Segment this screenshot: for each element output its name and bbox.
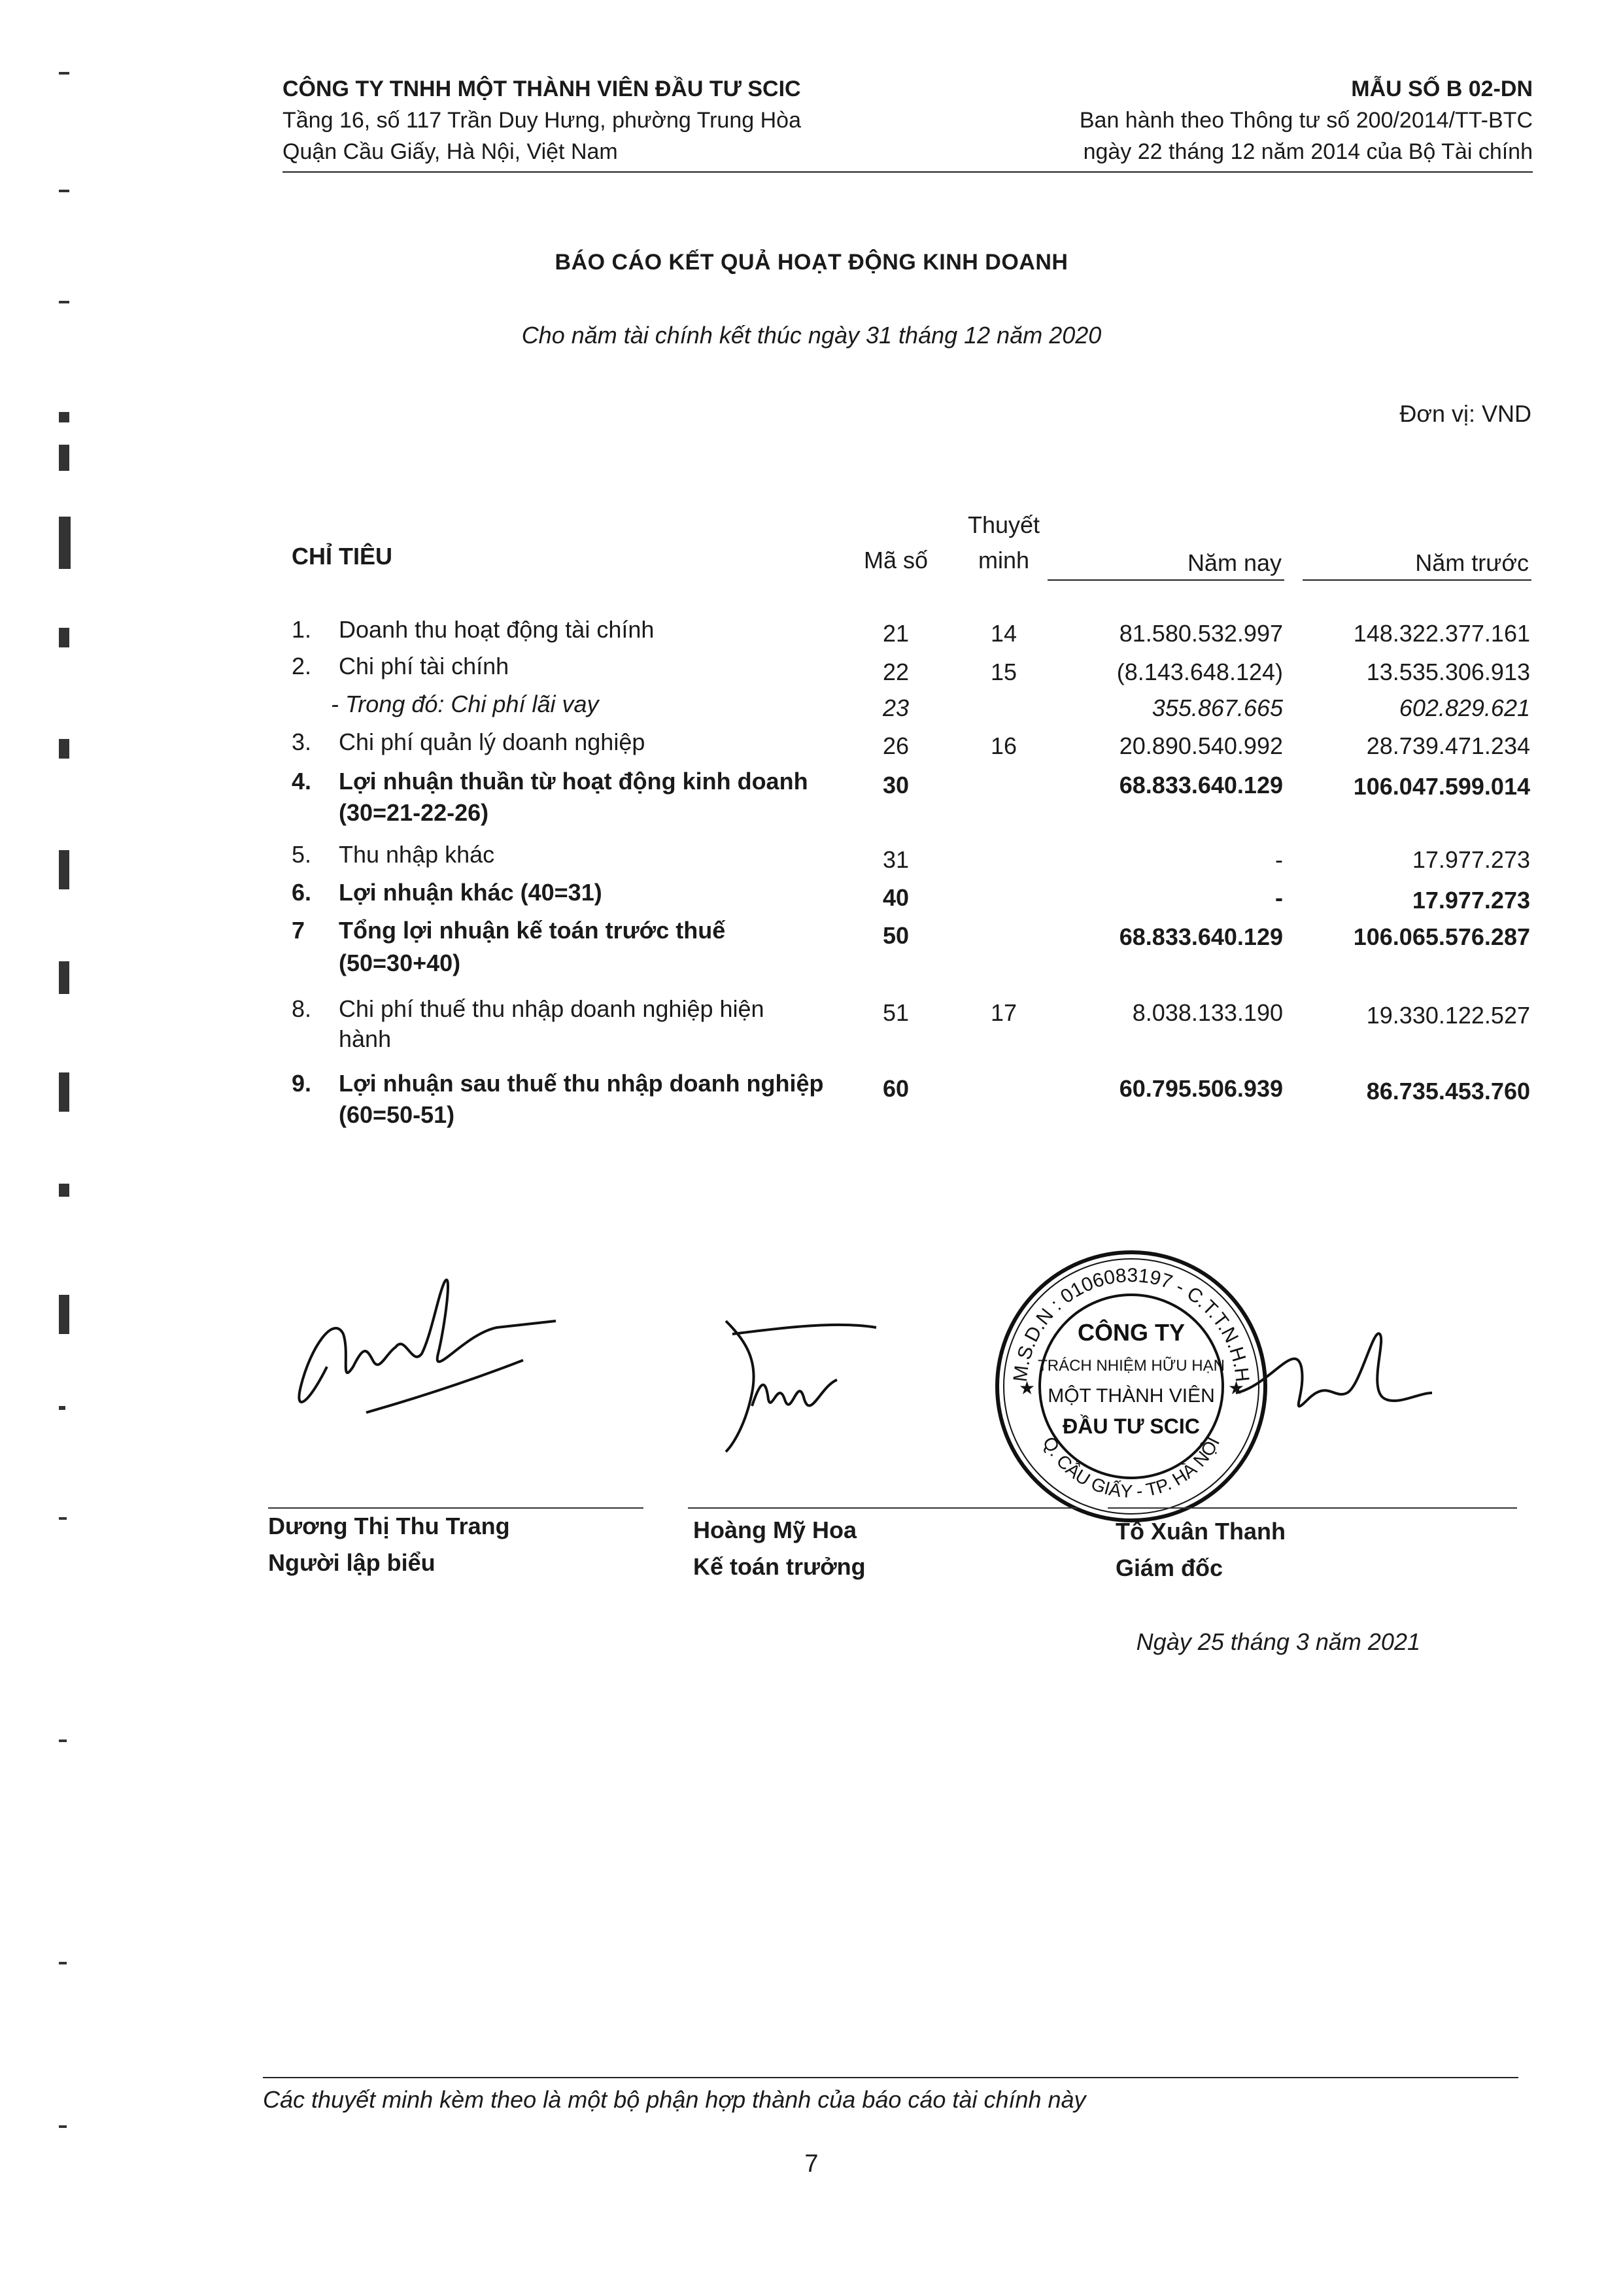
form-note-line1: Ban hành theo Thông tư số 200/2014/TT-BTC xyxy=(1079,108,1533,133)
row-current: (8.143.648.124) xyxy=(1116,659,1283,685)
preparer-name: Dương Thị Thu Trang xyxy=(268,1513,510,1539)
header-note-line1: Thuyết xyxy=(967,511,1040,538)
seal-top-text: M.S.D.N : 0106083197 - C.T.T.N.H.H xyxy=(1009,1264,1254,1383)
row-code: 31 xyxy=(882,846,910,873)
row-previous: 106.047.599.014 xyxy=(1353,773,1530,800)
row-current: - xyxy=(1275,884,1283,911)
currency-unit: Đơn vị: VND xyxy=(1399,400,1531,427)
row-current: 81.580.532.997 xyxy=(1119,620,1283,647)
row-previous: 17.977.273 xyxy=(1412,887,1530,914)
header-current-year: Năm nay xyxy=(1187,549,1282,576)
seal-line4: ĐẦU TƯ SCIC xyxy=(1063,1414,1200,1438)
row-label: Lợi nhuận sau thuế thu nhập doanh nghiệp xyxy=(339,1070,824,1097)
row-number: 5. xyxy=(292,841,312,868)
company-seal xyxy=(987,1242,1275,1530)
signing-date: Ngày 25 tháng 3 năm 2021 xyxy=(1136,1628,1420,1655)
row-note: 17 xyxy=(990,999,1017,1026)
row-code: 22 xyxy=(882,659,910,685)
row-current: 355.867.665 xyxy=(1152,694,1283,721)
row-number: 7 xyxy=(292,917,305,944)
form-note-line2: ngày 22 tháng 12 năm 2014 của Bộ Tài chính xyxy=(1083,139,1533,164)
chief-accountant-name: Hoàng Mỹ Hoa xyxy=(693,1516,857,1543)
header-note-line2: minh xyxy=(978,547,1030,574)
company-address-line1: Tầng 16, số 117 Trần Duy Hưng, phường Trung Hòa xyxy=(282,108,801,133)
row-label: Lợi nhuận khác (40=31) xyxy=(339,879,602,906)
row-label: Chi phí tài chính xyxy=(339,653,509,679)
seal-line2: TRÁCH NHIỆM HỮU HẠN xyxy=(1038,1357,1225,1375)
row-number: 6. xyxy=(292,879,312,906)
seal-line3: MỘT THÀNH VIÊN xyxy=(1048,1385,1215,1407)
row-code: 60 xyxy=(882,1075,910,1102)
header-underline-previous xyxy=(1303,579,1531,581)
page-number: 7 xyxy=(804,2150,819,2178)
row-code: 51 xyxy=(882,999,910,1026)
header-underline-current xyxy=(1048,579,1284,581)
signature-line-chief-accountant xyxy=(688,1507,1078,1509)
row-code: 40 xyxy=(882,884,910,911)
row-number: 2. xyxy=(292,653,312,679)
header-rule xyxy=(282,171,1533,173)
row-label-line2: (50=30+40) xyxy=(339,950,461,976)
signature-chief-accountant xyxy=(706,1301,902,1458)
footer-note: Các thuyết minh kèm theo là một bộ phận hợp thành của báo cáo tài chính này xyxy=(263,2086,1086,2113)
header-previous-year: Năm trước xyxy=(1415,549,1529,576)
row-code: 21 xyxy=(882,620,910,647)
report-title: BÁO CÁO KẾT QUẢ HOẠT ĐỘNG KINH DOANH xyxy=(555,250,1068,275)
row-label: Chi phí quản lý doanh nghiệp xyxy=(339,728,645,755)
row-previous: 13.535.306.913 xyxy=(1366,659,1530,685)
row-current: - xyxy=(1275,846,1283,873)
row-label: Doanh thu hoạt động tài chính xyxy=(339,616,655,643)
company-address-line2: Quận Cầu Giấy, Hà Nội, Việt Nam xyxy=(282,139,618,164)
row-number: 9. xyxy=(292,1070,312,1097)
row-current: 60.795.506.939 xyxy=(1119,1075,1283,1102)
row-label: Thu nhập khác xyxy=(339,841,495,868)
chief-accountant-role: Kế toán trưởng xyxy=(693,1553,866,1580)
form-code: MẪU SỐ B 02-DN xyxy=(1351,77,1533,101)
seal-bottom-text: Q. CẦU GIẤY - TP. HÀ NỘI xyxy=(1038,1433,1224,1502)
signature-line-director xyxy=(1108,1507,1517,1509)
header-code: Mã số xyxy=(863,547,929,574)
row-current: 20.890.540.992 xyxy=(1119,732,1283,759)
row-note: 15 xyxy=(990,659,1017,685)
row-number: 4. xyxy=(292,768,312,795)
row-label-line2: (60=50-51) xyxy=(339,1101,455,1128)
signature-preparer xyxy=(281,1256,582,1452)
row-current: 8.038.133.190 xyxy=(1132,999,1283,1026)
row-previous: 86.735.453.760 xyxy=(1366,1078,1530,1105)
row-code: 30 xyxy=(882,772,910,798)
footer-rule xyxy=(263,2077,1518,2078)
row-label: Tổng lợi nhuận kế toán trước thuế xyxy=(339,917,726,944)
director-role: Giám đốc xyxy=(1116,1554,1223,1581)
row-label-line2: hành xyxy=(339,1025,392,1052)
row-code: 23 xyxy=(882,694,910,721)
preparer-role: Người lập biểu xyxy=(268,1549,436,1576)
report-period: Cho năm tài chính kết thúc ngày 31 tháng 12 năm 2020 xyxy=(521,322,1102,349)
row-previous: 148.322.377.161 xyxy=(1353,620,1530,647)
seal-star-left: ★ xyxy=(1019,1378,1036,1398)
seal-star-right: ★ xyxy=(1228,1378,1245,1398)
row-current: 68.833.640.129 xyxy=(1119,923,1283,950)
row-previous: 19.330.122.527 xyxy=(1366,1002,1530,1029)
row-previous: 106.065.576.287 xyxy=(1353,923,1530,950)
row-previous: 602.829.621 xyxy=(1399,694,1530,721)
company-name: CÔNG TY TNHH MỘT THÀNH VIÊN ĐẦU TƯ SCIC xyxy=(282,77,801,101)
header-item: CHỈ TIÊU xyxy=(292,543,393,570)
row-label: Chi phí thuế thu nhập doanh nghiệp hiện xyxy=(339,995,764,1022)
row-previous: 17.977.273 xyxy=(1412,846,1530,873)
row-number: 8. xyxy=(292,995,312,1022)
seal-line1: CÔNG TY xyxy=(1077,1319,1186,1346)
row-number: 3. xyxy=(292,728,312,755)
row-current: 68.833.640.129 xyxy=(1119,772,1283,798)
row-label: Lợi nhuận thuần từ hoạt động kinh doanh xyxy=(339,768,808,795)
row-note: 14 xyxy=(990,620,1017,647)
row-number: 1. xyxy=(292,616,312,643)
row-code: 50 xyxy=(882,922,910,949)
row-label-line2: (30=21-22-26) xyxy=(339,799,489,826)
director-name: Tô Xuân Thanh xyxy=(1116,1518,1286,1545)
row-note: 16 xyxy=(990,732,1017,759)
row-previous: 28.739.471.234 xyxy=(1366,732,1530,759)
row-label: - Trong đó: Chi phí lãi vay xyxy=(331,691,599,717)
row-code: 26 xyxy=(882,732,910,759)
